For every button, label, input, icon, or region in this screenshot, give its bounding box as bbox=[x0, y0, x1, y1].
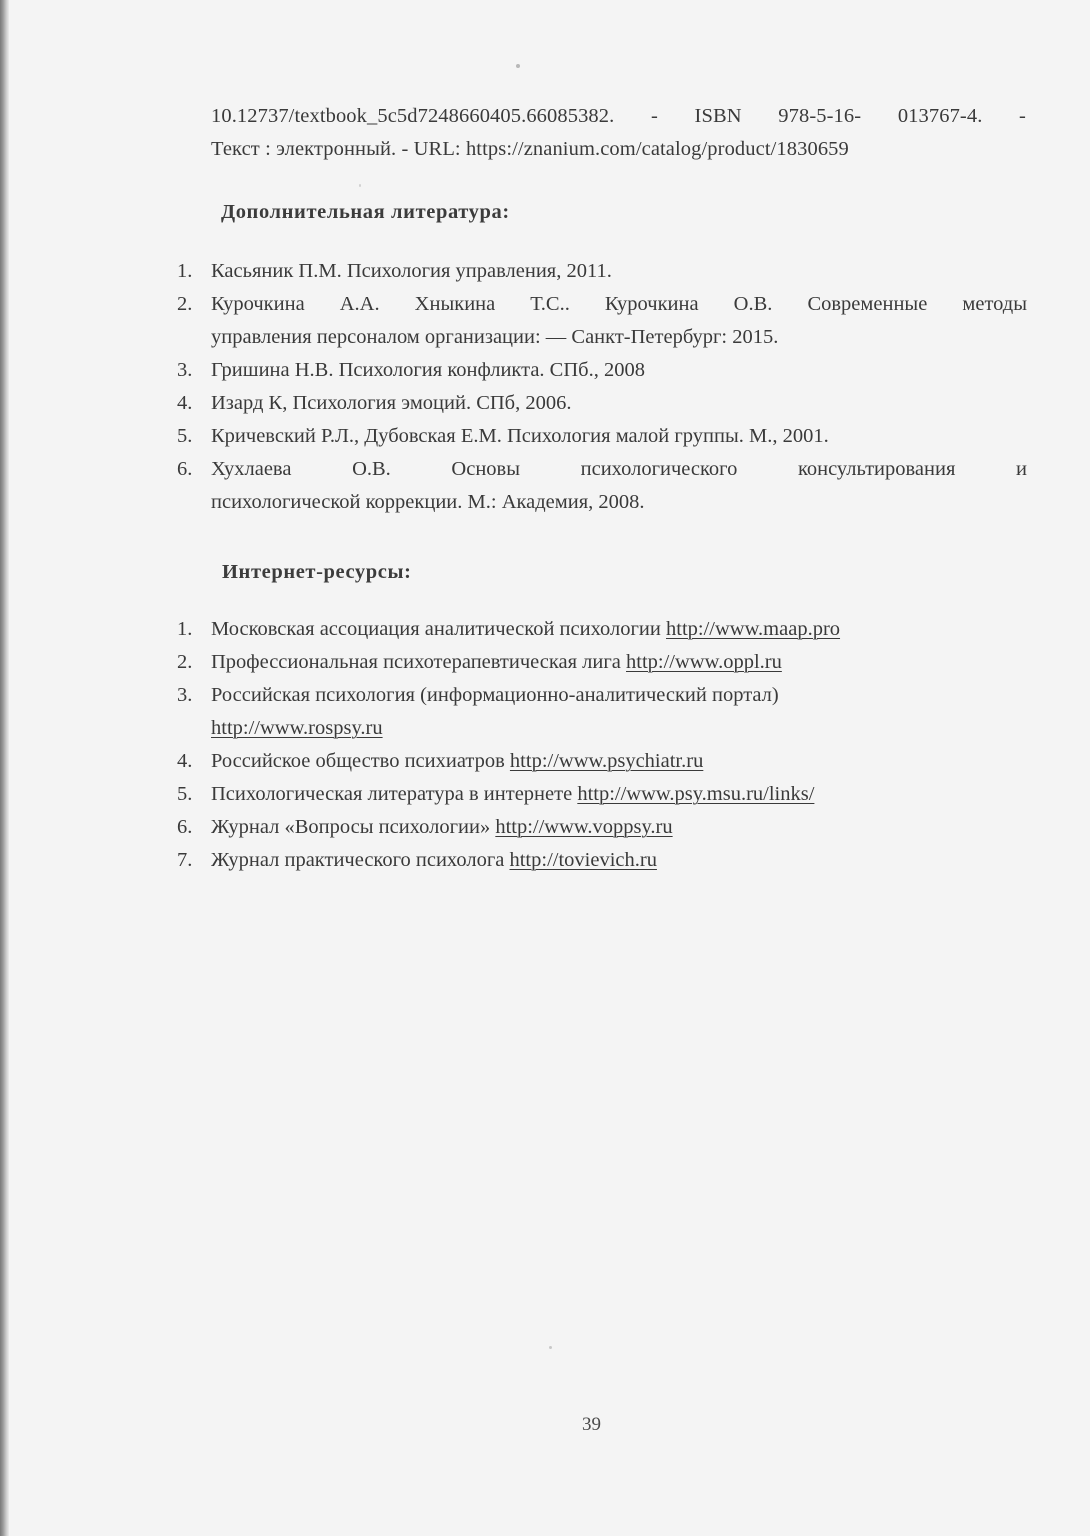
scan-speck bbox=[549, 1346, 552, 1349]
item-number: 5. bbox=[177, 425, 193, 447]
item-number: 4. bbox=[177, 392, 193, 414]
list-item bbox=[171, 387, 1027, 420]
item-number: 2. bbox=[177, 293, 193, 315]
item-text: Изард К, Психология эмоций. СПб, 2006. bbox=[211, 392, 572, 414]
item-text bbox=[211, 811, 1027, 844]
continuation-line-2: Текст : электронный. - URL: https://znanium.com/catalog/product/1830659 bbox=[211, 138, 849, 160]
list-item bbox=[171, 420, 1027, 453]
resource-link[interactable]: http://www.psy.msu.ru/links/ bbox=[577, 783, 815, 805]
list-item bbox=[171, 778, 1027, 811]
resource-link[interactable]: http://www.psychiatr.ru bbox=[509, 750, 704, 772]
additional-literature-list bbox=[171, 255, 1027, 519]
item-number: 1. bbox=[177, 618, 193, 640]
item-number: 4. bbox=[177, 750, 193, 772]
list-item bbox=[171, 745, 1027, 778]
resource-link[interactable]: http://www.rospsy.ru bbox=[211, 717, 383, 739]
resource-name: Психологическая литература в интернете bbox=[211, 783, 578, 805]
list-item bbox=[171, 453, 1027, 519]
scan-speck bbox=[359, 184, 361, 187]
resource-name: Российское общество психиатров bbox=[211, 750, 510, 772]
page-number: 39 bbox=[582, 1414, 601, 1435]
list-item bbox=[171, 255, 1027, 288]
list-item bbox=[171, 811, 1027, 844]
resource-name: Журнал практического психолога bbox=[211, 849, 510, 871]
item-number: 7. bbox=[177, 849, 193, 871]
item-text: Гришина Н.В. Психология конфликта. СПб., 2008 bbox=[211, 359, 645, 381]
list-item bbox=[171, 613, 1027, 646]
resource-name: Журнал «Вопросы психологии» bbox=[211, 816, 496, 838]
resource-link[interactable]: http://www.oppl.ru bbox=[626, 651, 782, 673]
item-number: 3. bbox=[177, 359, 193, 381]
internet-resources-list bbox=[171, 613, 1027, 877]
additional-literature-heading: Дополнительная литература: bbox=[221, 201, 510, 223]
resource-name: Профессиональная психотерапевтическая лига bbox=[211, 651, 627, 673]
item-text-line-2 bbox=[211, 712, 1027, 745]
scan-speck bbox=[516, 64, 520, 68]
item-number: 2. bbox=[177, 651, 193, 673]
list-item bbox=[171, 354, 1027, 387]
reference-continuation bbox=[211, 100, 1026, 166]
item-number: 6. bbox=[177, 458, 193, 480]
item-number: 3. bbox=[177, 684, 193, 706]
list-item bbox=[171, 288, 1027, 354]
internet-resources-heading: Интернет-ресурсы: bbox=[222, 561, 412, 583]
item-text-line-2: управления персоналом организации: — Санкт-Петербург: 2015. bbox=[211, 326, 779, 348]
item-text bbox=[211, 844, 1027, 877]
resource-name: Российская психология (информационно-аналитический портал) bbox=[211, 684, 779, 706]
item-text-line-2: психологической коррекции. М.: Академия, 2008. bbox=[211, 491, 645, 513]
list-item bbox=[171, 844, 1027, 877]
item-text: Касьяник П.М. Психология управления, 2011. bbox=[211, 260, 612, 282]
resource-link[interactable]: http://www.voppsy.ru bbox=[495, 816, 673, 838]
item-text bbox=[211, 778, 1027, 811]
resource-name: Московская ассоциация аналитической психологии bbox=[211, 618, 666, 640]
resource-link[interactable]: http://tovievich.ru bbox=[509, 849, 657, 871]
list-item bbox=[171, 646, 1027, 679]
item-text: Кричевский Р.Л., Дубовская Е.М. Психология малой группы. М., 2001. bbox=[211, 425, 829, 447]
item-number: 6. bbox=[177, 816, 193, 838]
item-text bbox=[211, 613, 1027, 646]
continuation-line-1: 10.12737/textbook_5c5d7248660405.66085382. - ISBN 978-5-16- 013767-4. - bbox=[211, 105, 1026, 127]
item-text-line-1: Курочкина А.А. Хныкина Т.С.. Курочкина О.В. Современные методы bbox=[211, 293, 1027, 315]
resource-link[interactable]: http://www.maap.pro bbox=[666, 618, 841, 640]
list-item bbox=[171, 679, 1027, 745]
item-number: 1. bbox=[177, 260, 193, 282]
item-text bbox=[211, 745, 1027, 778]
item-text-line-1: Хухлаева О.В. Основы психологического консультирования и bbox=[211, 458, 1027, 480]
item-number: 5. bbox=[177, 783, 193, 805]
page-left-edge-shadow bbox=[0, 0, 9, 1536]
item-text bbox=[211, 646, 1027, 679]
